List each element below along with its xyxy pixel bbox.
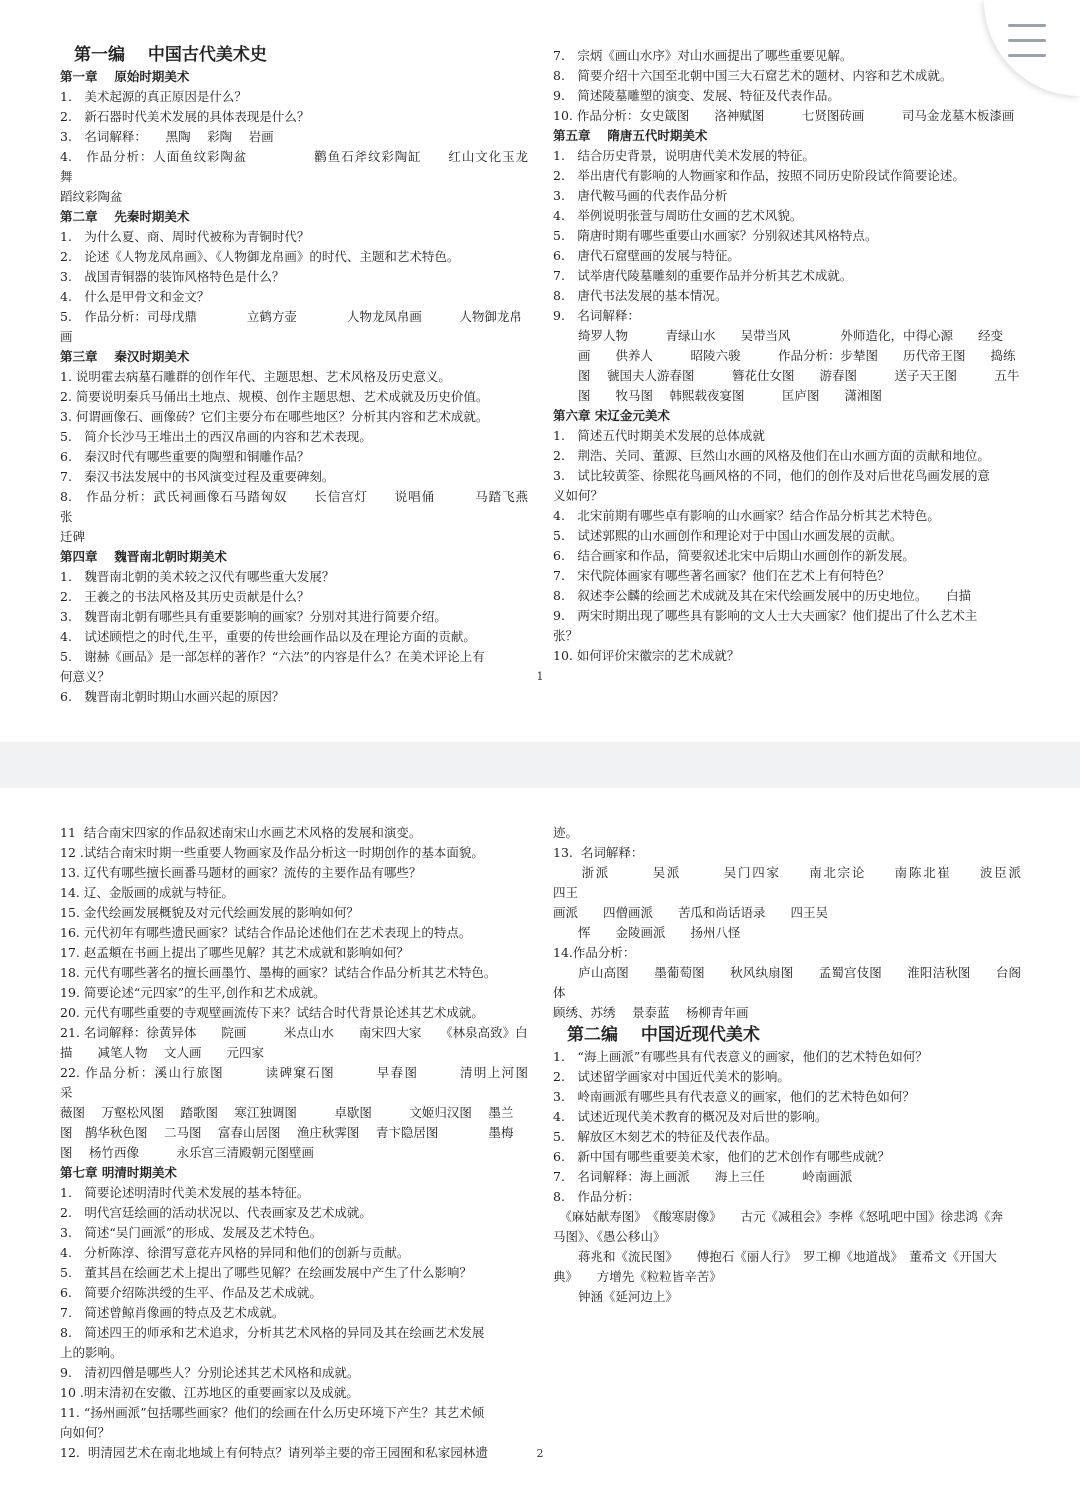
part-heading: 第一编 中国古代美术史 — [74, 45, 267, 65]
text-line: 张？ — [553, 628, 579, 643]
text-line: 3. 何谓画像石、画像砖？它们主要分布在哪些地区？分析其内容和艺术成就。 — [60, 409, 489, 424]
text-line: 5. 谢赫《画品》是一部怎样的著作？“六法”的内容是什么？在美术评论上有 — [60, 649, 485, 664]
text-line: 6. 结合画家和作品，简要叙述北宋中后期山水画创作的新发展。 — [553, 548, 915, 563]
text-line: 5. 试述郭熙的山水画创作和理论对于中国山水画发展的贡献。 — [553, 528, 903, 543]
text-line: 3. 魏晋南北朝有哪些具有重要影响的画家？分别对其进行简要介绍。 — [60, 609, 447, 624]
page-1-left-column — [60, 43, 554, 707]
text-line: 6. 唐代石窟壁画的发展与特征。 — [553, 248, 740, 263]
text-line: 18. 元代有哪些著名的擅长画墨竹、墨梅的画家？试结合作品分析其艺术特色。 — [60, 965, 497, 980]
text-line: 9. 名词解释： — [553, 308, 640, 323]
text-line: 21. 名词解释：徐黄异体 院画 米点山水 南宋四大家 《林泉高致》白 — [60, 1025, 528, 1040]
text-line: 3. 唐代鞍马画的代表作品分析 — [553, 188, 728, 203]
text-line: 7. 宗炳《画山水序》对山水画提出了哪些重要见解。 — [553, 48, 853, 63]
text-line: 22. 作品分析：溪山行旅图 读碑窠石图 早春图 清明上河图 采 — [60, 1065, 566, 1100]
text-line: 2. 试述留学画家对中国近代美术的影响。 — [553, 1069, 790, 1084]
text-line: 图 虢国夫人游春图 簪花仕女图 游春图 送子天王图 五牛 — [553, 368, 1020, 383]
text-line: 2. 举出唐代有影响的人物画家和作品，按照不同历史阶段试作简要论述。 — [553, 168, 965, 183]
text-line: 蹈纹彩陶盆 — [60, 189, 123, 204]
part-heading: 第二编 中国近现代美术 — [567, 1025, 760, 1045]
text-line: 画 — [60, 329, 73, 344]
chapter-heading: 第四章 魏晋南北朝时期美术 — [60, 549, 227, 564]
text-line: 15. 金代绘画发展概貌及对元代绘画发展的影响如何？ — [60, 905, 359, 920]
text-line: 庐山高图 墨葡萄图 秋风纨扇图 孟蜀宫伎图 淮阳洁秋图 台阁体 — [553, 965, 1021, 1000]
text-line: 14.作品分析： — [553, 945, 636, 960]
text-line: 绮罗人物 青绿山水 吴带当风 外师造化，中得心源 经变 — [553, 328, 1004, 343]
text-line: 1. 魏晋南北朝的美术较之汉代有哪些重大发展？ — [60, 569, 335, 584]
text-line: 6. 魏晋南北朝时期山水画兴起的原因？ — [60, 689, 285, 704]
document-page-1 — [0, 0, 1080, 742]
document-page-2 — [0, 788, 1080, 1491]
text-line: 8. 简述四王的师承和艺术追求，分析其艺术风格的异同及其在绘画艺术发展 — [60, 1325, 485, 1340]
text-line: 图 杨竹西像 永乐宫三清殿朝元图壁画 — [60, 1145, 314, 1160]
page-2-right-column — [553, 823, 1072, 1307]
text-line: 7. 宋代院体画家有哪些著名画家？他们在艺术上有何特色？ — [553, 568, 890, 583]
text-line: 14. 辽、金版画的成就与特征。 — [60, 885, 234, 900]
text-line: 5. 作品分析：司母戊鼎 立鹤方壶 人物龙凤帛画 人物御龙帛 — [60, 309, 522, 324]
text-line: 马图》、《愚公移山》 — [553, 1229, 666, 1244]
text-line: 1. 说明霍去病墓石雕群的创作年代、主题思想、艺术风格及历史意义。 — [60, 369, 451, 384]
text-line: 画 供养人 昭陵六骏 作品分析：步辇图 历代帝王图 捣练 — [553, 348, 1016, 363]
text-line: 描 减笔人物 文人画 元四家 — [60, 1045, 264, 1060]
text-line: 义如何？ — [553, 488, 604, 503]
text-line: 向如何？ — [60, 1425, 111, 1440]
page-2-left-column — [60, 823, 566, 1463]
text-line: 1. 简要论述明清时代美术发展的基本特征。 — [60, 1185, 310, 1200]
text-line: 图 鹊华秋色图 二马图 富春山居图 渔庄秋霁图 青卞隐居图 墨梅 — [60, 1125, 514, 1140]
text-line: 上的影响。 — [60, 1345, 123, 1360]
text-line: 3. 试比较黄筌、徐熙花鸟画风格的不同，他们的创作及对后世花鸟画发展的意 — [553, 468, 990, 483]
text-line: 9. 简述陵墓雕塑的演变、发展、特征及代表作品。 — [553, 88, 840, 103]
text-line: 8. 作品分析： — [553, 1189, 640, 1204]
text-line: 4. 试述近现代美术教育的概况及对后世的影响。 — [553, 1109, 828, 1124]
text-line: 5. 简介长沙马王堆出土的西汉帛画的内容和艺术表现。 — [60, 429, 372, 444]
text-line: 4. 北宋前期有哪些卓有影响的山水画家？结合作品分析其艺术特色。 — [553, 508, 940, 523]
text-line: 10. 作品分析：女史箴图 洛神赋图 七贤图砖画 司马金龙墓木板漆画 — [553, 108, 1015, 123]
text-line: 20. 元代有哪些重要的寺观壁画流传下来？试结合时代背景论述其艺术成就。 — [60, 1005, 484, 1020]
text-line: 画派 四僧画派 苦瓜和尚话语录 四王吴 — [553, 905, 829, 920]
menu-icon — [1008, 24, 1046, 27]
text-line: 5. 解放区木刻艺术的特征及代表作品。 — [553, 1129, 778, 1144]
text-line: 薇图 万壑松风图 踏歌图 寒江独调图 卓歇图 文姬归汉图 墨兰 — [60, 1105, 514, 1120]
text-line: 图 牧马图 韩熙载夜宴图 匡庐图 潇湘图 — [553, 388, 882, 403]
text-line: 典》 方增先《粒粒皆辛苦》 — [553, 1269, 722, 1284]
chapter-heading: 第七章 明清时期美术 — [60, 1165, 177, 1180]
text-line: 13. 名词解释： — [553, 845, 644, 860]
text-line: 3. 简述“吴门画派”的形成、发展及艺术特色。 — [60, 1225, 323, 1240]
text-line: 10 .明末清初在安徽、江苏地区的重要画家以及成就。 — [60, 1385, 359, 1400]
text-line: 3. 战国青铜器的装饰风格特色是什么？ — [60, 269, 285, 284]
chapter-heading: 第三章 秦汉时期美术 — [60, 349, 190, 364]
text-line: 9. 清初四僧是哪些人？分别论述其艺术风格和成就。 — [60, 1365, 360, 1380]
chapter-heading: 第二章 先秦时期美术 — [60, 209, 190, 224]
text-line: 何意义？ — [60, 669, 111, 684]
text-line: 3. 名词解释： 黑陶 彩陶 岩画 — [60, 129, 274, 144]
text-line: 12 .试结合南宋时期一些重要人物画家及作品分析这一时期创作的基本面貌。 — [60, 845, 484, 860]
text-line: 6. 秦汉时代有哪些重要的陶塑和铜雕作品？ — [60, 449, 310, 464]
text-line: 1. “海上画派”有哪些具有代表意义的画家，他们的艺术特色如何？ — [553, 1049, 928, 1064]
text-line: 1. 为什么夏、商、周时代被称为青铜时代？ — [60, 229, 310, 244]
menu-icon-bar — [1008, 54, 1046, 57]
menu-icon-bar — [1008, 39, 1046, 42]
page-number: 1 — [536, 670, 544, 683]
text-line: 2. 荆浩、关同、董源、巨然山水画的风格及他们在山水画方面的贡献和地位。 — [553, 448, 990, 463]
text-line: 9. 两宋时期出现了哪些具有影响的文人士大夫画家？他们提出了什么艺术主 — [553, 608, 978, 623]
chapter-heading: 第五章 隋唐五代时期美术 — [553, 128, 708, 143]
text-line: 钟涵《延河边上》 — [553, 1289, 679, 1304]
text-line: 19. 简要论述“元四家”的生平,创作和艺术成就。 — [60, 985, 326, 1000]
text-line: 恽 金陵画派 扬州八怪 — [553, 925, 741, 940]
page-1-right-column — [553, 46, 1021, 666]
text-line: 5. 隋唐时期有哪些重要山水画家？分别叙述其风格特点。 — [553, 228, 878, 243]
text-line: 3. 岭南画派有哪些具有代表意义的画家，他们的艺术特色如何？ — [553, 1089, 915, 1104]
text-line: 4. 作品分析：人面鱼纹彩陶盆 鹳鱼石斧纹彩陶缸 红山文化玉龙 舞 — [60, 149, 554, 184]
text-line: 7. 名词解释：海上画派 海上三任 岭南画派 — [553, 1169, 853, 1184]
text-line: 11. “扬州画派”包括哪些画家？他们的绘画在什么历史环境下产生？其艺术倾 — [60, 1405, 485, 1420]
text-line: 2. 论述《人物龙凤帛画》、《人物御龙帛画》的时代、主题和艺术特色。 — [60, 249, 460, 264]
text-line: 2. 简要说明秦兵马俑出土地点、规模、创作主题思想、艺术成就及历史价值。 — [60, 389, 489, 404]
chapter-heading: 第一章 原始时期美术 — [60, 69, 190, 84]
text-line: 8. 简要介绍十六国至北朝中国三大石窟艺术的题材、内容和艺术成就。 — [553, 68, 953, 83]
text-line: 12. 明清园艺术在南北地域上有何特点？请列举主要的帝王园囿和私家园林遗 — [60, 1445, 488, 1460]
text-line: 4. 什么是甲骨文和金文？ — [60, 289, 210, 304]
text-line: 《麻姑献寿图》 《酸寒尉像》 古元《减租会》李桦《怒吼吧中国》徐悲鸿《奔 — [553, 1209, 1004, 1224]
text-line: 8. 唐代书法发展的基本情况。 — [553, 288, 728, 303]
text-line: 7. 试举唐代陵墓雕刻的重要作品并分析其艺术成就。 — [553, 268, 853, 283]
text-line: 4. 分析陈淳、徐渭写意花卉风格的异同和他们的创新与贡献。 — [60, 1245, 410, 1260]
text-line: 迹。 — [553, 825, 579, 840]
text-line: 顾绣、苏绣 景泰蓝 杨柳青年画 — [553, 1005, 749, 1020]
text-line: 迁碑 — [60, 529, 86, 544]
text-line: 6. 简要介绍陈洪绶的生平、作品及艺术成就。 — [60, 1285, 322, 1300]
text-line: 17. 赵孟頫在书画上提出了哪些见解？其艺术成就和影响如何？ — [60, 945, 409, 960]
text-line: 16. 元代初年有哪些遗民画家？试结合作品论述他们在艺术表现上的特点。 — [60, 925, 472, 940]
text-line: 浙派 吴派 吴门四家 南北宗论 南陈北崔 波臣派 四王 — [553, 865, 1072, 900]
chapter-heading: 第六章 宋辽金元美术 — [553, 408, 670, 423]
text-line: 5. 董其昌在绘画艺术上提出了哪些见解？在绘画发展中产生了什么影响？ — [60, 1265, 472, 1280]
text-line: 蒋兆和《流民图》 傅抱石《丽人行》 罗工柳《地道战》 董希文《开国大 — [553, 1249, 997, 1264]
text-line: 1. 简述五代时期美术发展的总体成就 — [553, 428, 765, 443]
text-line: 7. 简述曾鲸肖像画的特点及艺术成就。 — [60, 1305, 285, 1320]
text-line: 8. 作品分析：武氏祠画像石马踏匈奴 长信宫灯 说唱俑 马踏飞燕 张 — [60, 489, 554, 524]
text-line: 1. 结合历史背景，说明唐代美术发展的特征。 — [553, 148, 815, 163]
text-line: 10. 如何评价宋徽宗的艺术成就？ — [553, 648, 740, 663]
text-line: 4. 试述顾恺之的时代,生平，重要的传世绘画作品以及在理论方面的贡献。 — [60, 629, 476, 644]
text-line: 7. 秦汉书法发展中的书风演变过程及重要碑刻。 — [60, 469, 335, 484]
text-line: 4. 举例说明张萱与周昉仕女画的艺术风貌。 — [553, 208, 803, 223]
text-line: 6. 新中国有哪些重要美术家，他们的艺术创作有哪些成就？ — [553, 1149, 890, 1164]
text-line: 2. 王羲之的书法风格及其历史贡献是什么？ — [60, 589, 310, 604]
text-line: 2. 新石器时代美术发展的具体表现是什么？ — [60, 109, 310, 124]
text-line: 13. 辽代有哪些擅长画番马题材的画家？流传的主要作品有哪些？ — [60, 865, 422, 880]
text-line: 1. 美术起源的真正原因是什么？ — [60, 89, 247, 104]
text-line: 8. 叙述李公麟的绘画艺术成就及其在宋代绘画发展中的历史地位。 白描 — [553, 588, 972, 603]
text-line: 11 结合南宋四家的作品叙述南宋山水画艺术风格的发展和演变。 — [60, 825, 422, 840]
page-number: 2 — [536, 1447, 544, 1460]
text-line: 2. 明代宫廷绘画的活动状况以、代表画家及艺术成就。 — [60, 1205, 372, 1220]
